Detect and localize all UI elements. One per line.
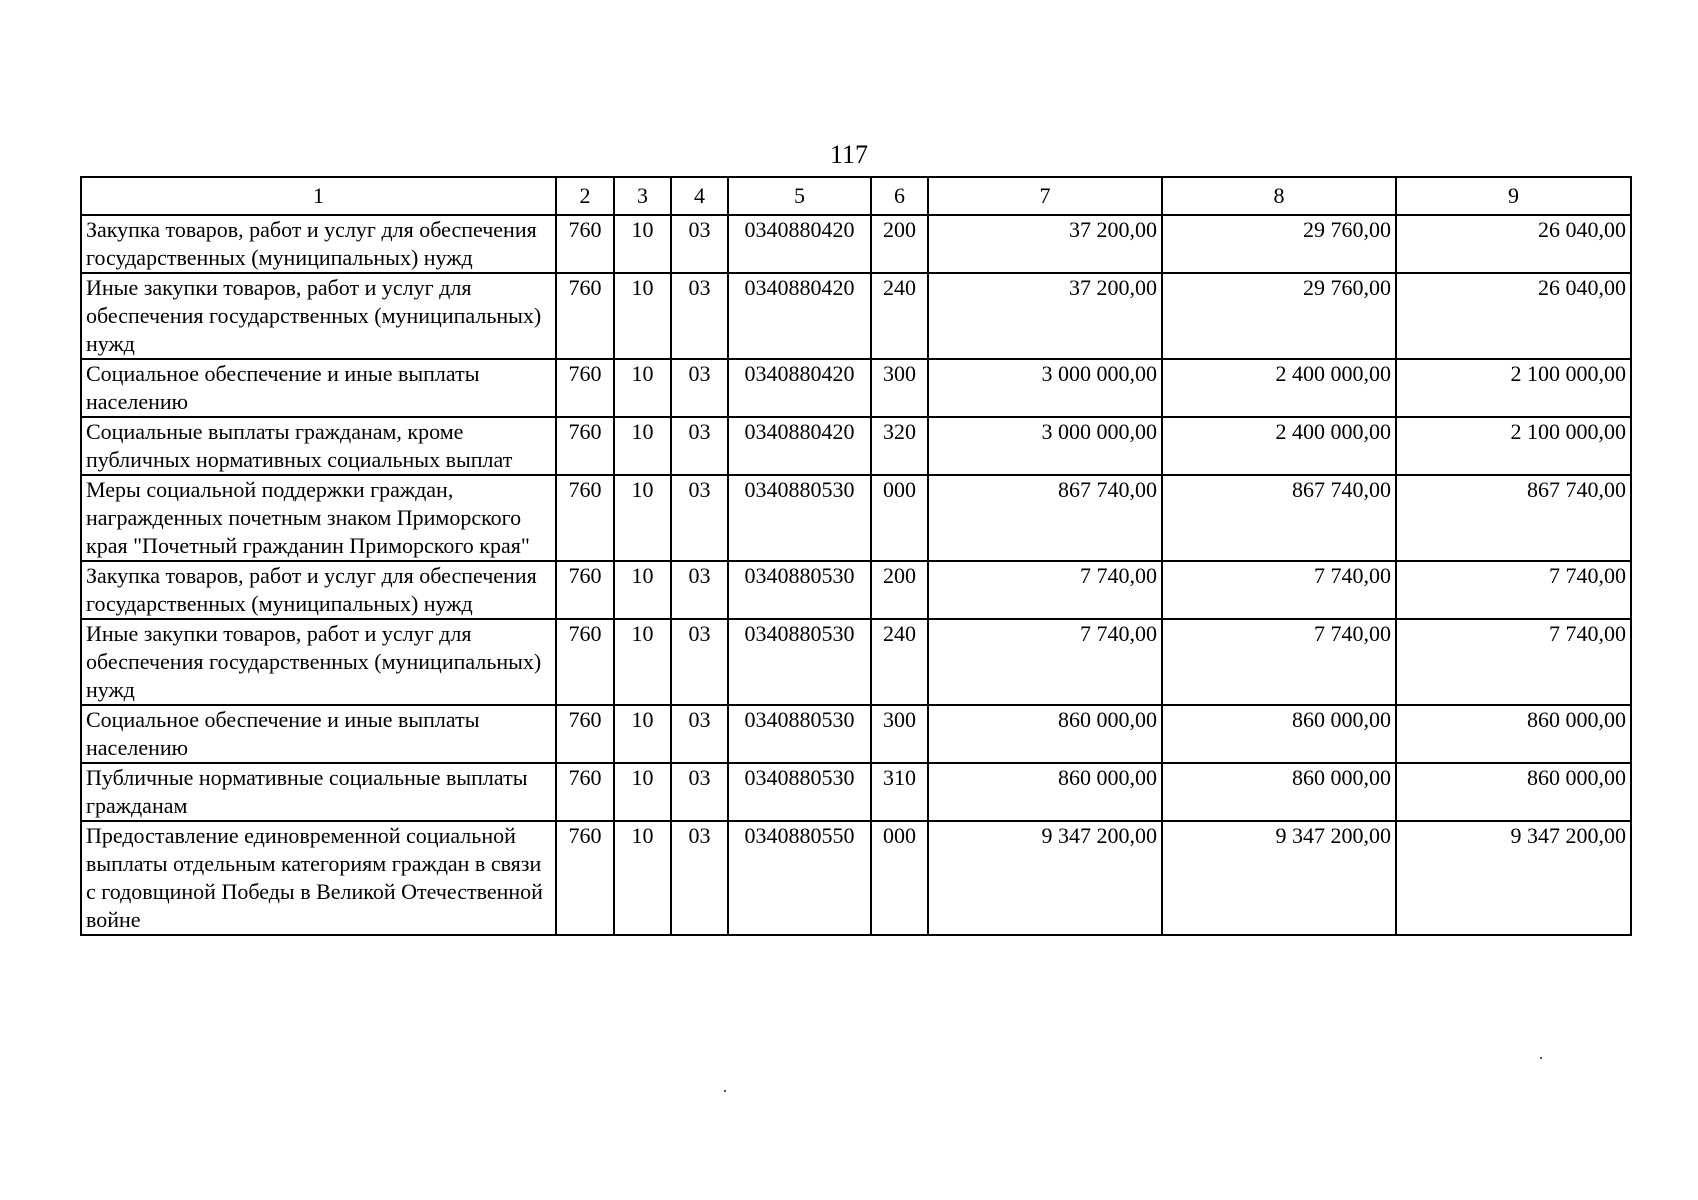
expense-type-code: 310: [871, 763, 928, 821]
expense-name: Социальное обеспечение и иные выплаты населению: [81, 359, 556, 417]
subsection-code: 03: [671, 273, 728, 359]
amount-col9: 9 347 200,00: [1396, 821, 1631, 935]
section-code: 10: [614, 705, 671, 763]
expense-type-code: 200: [871, 561, 928, 619]
amount-col8: 860 000,00: [1162, 763, 1396, 821]
amount-col7: 7 740,00: [928, 561, 1162, 619]
expense-name: Закупка товаров, работ и услуг для обеспечения государственных (муниципальных) нужд: [81, 561, 556, 619]
expense-name: Публичные нормативные социальные выплаты гражданам: [81, 763, 556, 821]
expense-type-code: 240: [871, 273, 928, 359]
target-article-code: 0340880530: [728, 619, 871, 705]
ministry-code: 760: [556, 763, 614, 821]
target-article-code: 0340880530: [728, 705, 871, 763]
subsection-code: 03: [671, 475, 728, 561]
section-code: 10: [614, 417, 671, 475]
ministry-code: 760: [556, 215, 614, 273]
table-row: [81, 705, 1631, 763]
amount-col7: 860 000,00: [928, 763, 1162, 821]
section-code: 10: [614, 821, 671, 935]
ministry-code: 760: [556, 561, 614, 619]
amount-col8: 7 740,00: [1162, 561, 1396, 619]
expense-name: Закупка товаров, работ и услуг для обеспечения государственных (муниципальных) нужд: [81, 215, 556, 273]
amount-col7: 9 347 200,00: [928, 821, 1162, 935]
table-row: [81, 763, 1631, 821]
budget-table: [80, 176, 1632, 936]
amount-col8: 9 347 200,00: [1162, 821, 1396, 935]
target-article-code: 0340880420: [728, 417, 871, 475]
section-code: 10: [614, 475, 671, 561]
section-code: 10: [614, 619, 671, 705]
table-row: [81, 417, 1631, 475]
amount-col7: 37 200,00: [928, 215, 1162, 273]
ministry-code: 760: [556, 705, 614, 763]
expense-name: Социальное обеспечение и иные выплаты населению: [81, 705, 556, 763]
target-article-code: 0340880550: [728, 821, 871, 935]
scan-speck: [724, 1090, 726, 1092]
subsection-code: 03: [671, 619, 728, 705]
amount-col8: 860 000,00: [1162, 705, 1396, 763]
subsection-code: 03: [671, 705, 728, 763]
amount-col7: 867 740,00: [928, 475, 1162, 561]
table-row: [81, 215, 1631, 273]
amount-col8: 2 400 000,00: [1162, 359, 1396, 417]
expense-type-code: 000: [871, 475, 928, 561]
header-cell-7: 7: [928, 177, 1162, 215]
amount-col9: 7 740,00: [1396, 561, 1631, 619]
section-code: 10: [614, 763, 671, 821]
header-cell-8: 8: [1162, 177, 1396, 215]
amount-col9: 26 040,00: [1396, 215, 1631, 273]
section-code: 10: [614, 215, 671, 273]
subsection-code: 03: [671, 821, 728, 935]
expense-type-code: 200: [871, 215, 928, 273]
amount-col8: 7 740,00: [1162, 619, 1396, 705]
target-article-code: 0340880420: [728, 273, 871, 359]
expense-type-code: 240: [871, 619, 928, 705]
amount-col9: 7 740,00: [1396, 619, 1631, 705]
table-row: [81, 273, 1631, 359]
ministry-code: 760: [556, 273, 614, 359]
table-row: [81, 821, 1631, 935]
header-row: [81, 177, 1631, 215]
target-article-code: 0340880420: [728, 215, 871, 273]
header-cell-2: 2: [556, 177, 614, 215]
expense-name: Социальные выплаты гражданам, кроме публичных нормативных социальных выплат: [81, 417, 556, 475]
expense-type-code: 300: [871, 359, 928, 417]
section-code: 10: [614, 273, 671, 359]
ministry-code: 760: [556, 619, 614, 705]
target-article-code: 0340880530: [728, 763, 871, 821]
expense-type-code: 000: [871, 821, 928, 935]
table-row: [81, 359, 1631, 417]
target-article-code: 0340880530: [728, 561, 871, 619]
target-article-code: 0340880420: [728, 359, 871, 417]
subsection-code: 03: [671, 417, 728, 475]
subsection-code: 03: [671, 763, 728, 821]
amount-col9: 2 100 000,00: [1396, 417, 1631, 475]
page-number: 117: [829, 140, 869, 169]
amount-col9: 867 740,00: [1396, 475, 1631, 561]
ministry-code: 760: [556, 417, 614, 475]
amount-col9: 26 040,00: [1396, 273, 1631, 359]
amount-col8: 29 760,00: [1162, 215, 1396, 273]
table-row: [81, 475, 1631, 561]
amount-col7: 3 000 000,00: [928, 359, 1162, 417]
amount-col7: 37 200,00: [928, 273, 1162, 359]
expense-name: Предоставление единовременной социальной выплаты отдельным категориям граждан в связи с годовщиной Победы в Великой Отечественной войне: [81, 821, 556, 935]
expense-name: Иные закупки товаров, работ и услуг для обеспечения государственных (муниципальных) нужд: [81, 273, 556, 359]
target-article-code: 0340880530: [728, 475, 871, 561]
amount-col8: 29 760,00: [1162, 273, 1396, 359]
ministry-code: 760: [556, 475, 614, 561]
header-cell-5: 5: [728, 177, 871, 215]
header-cell-3: 3: [614, 177, 671, 215]
amount-col7: 3 000 000,00: [928, 417, 1162, 475]
header-cell-4: 4: [671, 177, 728, 215]
ministry-code: 760: [556, 359, 614, 417]
header-cell-6: 6: [871, 177, 928, 215]
table-row: [81, 561, 1631, 619]
amount-col7: 860 000,00: [928, 705, 1162, 763]
table-row: [81, 619, 1631, 705]
amount-col9: 2 100 000,00: [1396, 359, 1631, 417]
scan-speck: [1540, 1057, 1542, 1059]
expense-type-code: 320: [871, 417, 928, 475]
section-code: 10: [614, 561, 671, 619]
subsection-code: 03: [671, 215, 728, 273]
header-cell-1: 1: [81, 177, 556, 215]
amount-col8: 867 740,00: [1162, 475, 1396, 561]
ministry-code: 760: [556, 821, 614, 935]
expense-name: Меры социальной поддержки граждан, награжденных почетным знаком Приморского края "Почетный гражданин Приморского края": [81, 475, 556, 561]
subsection-code: 03: [671, 561, 728, 619]
amount-col7: 7 740,00: [928, 619, 1162, 705]
expense-name: Иные закупки товаров, работ и услуг для обеспечения государственных (муниципальных) нужд: [81, 619, 556, 705]
section-code: 10: [614, 359, 671, 417]
amount-col9: 860 000,00: [1396, 763, 1631, 821]
amount-col8: 2 400 000,00: [1162, 417, 1396, 475]
expense-type-code: 300: [871, 705, 928, 763]
header-cell-9: 9: [1396, 177, 1631, 215]
subsection-code: 03: [671, 359, 728, 417]
amount-col9: 860 000,00: [1396, 705, 1631, 763]
